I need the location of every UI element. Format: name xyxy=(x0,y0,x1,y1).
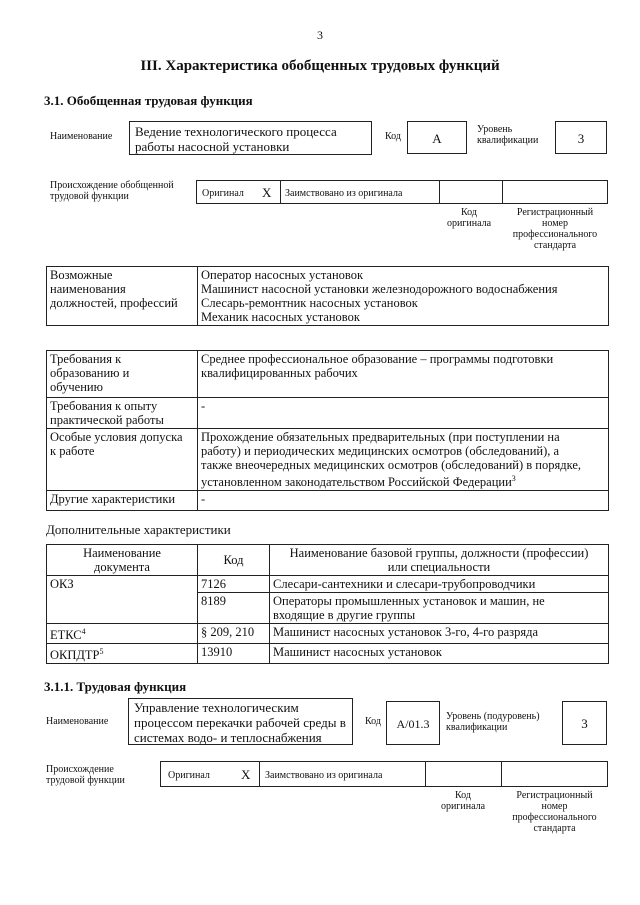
requirements-table xyxy=(46,350,609,511)
req-other-value: - xyxy=(198,491,609,511)
labor-origin-label: Происхождение трудовой функции xyxy=(46,764,125,786)
additional-title: Дополнительные характеристики xyxy=(46,522,231,537)
labor-original-label: Оригинал xyxy=(168,770,210,781)
gen-borrowed-label: Заимствовано из оригинала xyxy=(285,188,403,199)
labor-origin-table xyxy=(160,761,608,787)
divider xyxy=(502,181,503,203)
gen-level-value: 3 xyxy=(555,121,607,154)
divider xyxy=(280,181,281,203)
table-row xyxy=(47,429,609,491)
req-education-label: Требования к образованию и обучению xyxy=(47,351,198,398)
table-row xyxy=(47,576,609,593)
name-cell: Операторы промышленных установок и машин, не входящие в другие группы xyxy=(270,593,609,624)
table-row xyxy=(47,398,609,429)
page-number: 3 xyxy=(317,28,323,42)
labor-code-label: Код xyxy=(365,716,381,727)
table-row xyxy=(47,624,609,644)
doc-name: ОКПДТР xyxy=(50,648,100,663)
col-header-document: Наименование документа xyxy=(47,545,198,576)
divider xyxy=(501,762,502,786)
req-conditions-value: Прохождение обязательных предварительных (при поступлении на работу) и периодических медицинских осмотров (обследований), а также внеочередных медицинских осмотров (обследований) в порядке, установленном законодательством Российской Федерации xyxy=(201,430,582,490)
gen-original-label: Оригинал xyxy=(202,188,244,199)
gen-reg-caption: Регистрационный номер профессионального стандарта xyxy=(512,207,598,251)
section-title: III. Характеристика обобщенных трудовых функций xyxy=(140,58,500,74)
footnote-ref: 4 xyxy=(81,627,86,636)
doc-cell xyxy=(47,624,198,644)
req-education-value: Среднее профессиональное образование – программы подготовки квалифицированных рабочих xyxy=(198,351,609,398)
labor-code-value: A/01.3 xyxy=(386,701,440,745)
req-experience-value: - xyxy=(198,398,609,429)
code-cell: 13910 xyxy=(198,644,270,664)
doc-cell xyxy=(47,644,198,664)
divider xyxy=(425,762,426,786)
doc-cell: ОКЗ xyxy=(47,576,198,624)
gen-code-orig-caption: Код оригинала xyxy=(446,207,492,229)
gen-code-value: А xyxy=(407,121,467,154)
req-conditions-label: Особые условия допуска к работе xyxy=(47,429,198,491)
positions-table xyxy=(46,266,609,326)
doc-name: ЕТКС xyxy=(50,628,82,643)
gen-origin-label: Происхождение обобщенной трудовой функции xyxy=(50,180,174,202)
code-cell: § 209, 210 xyxy=(198,624,270,644)
code-cell: 8189 xyxy=(198,593,270,624)
gen-origin-table xyxy=(196,180,608,204)
gen-original-mark: X xyxy=(262,185,272,200)
col-header-name: Наименование базовой группы, должности (профессии) или специальности xyxy=(270,545,609,576)
table-row xyxy=(47,644,609,664)
gen-name-value: Ведение технологического процесса работы насосной установки xyxy=(129,121,372,155)
positions-value: Оператор насосных установок Машинист насосной установки железнодорожного водоснабжения Слесарь-ремонтник насосных установок Механик насосных установок xyxy=(198,267,609,326)
footnote-ref: 5 xyxy=(99,647,104,657)
labor-function-heading: 3.1.1. Трудовая функция xyxy=(44,679,187,694)
labor-level-label: Уровень (подуровень) квалификации xyxy=(446,711,540,733)
labor-code-orig-caption: Код оригинала xyxy=(440,790,486,812)
divider xyxy=(439,181,440,203)
table-row xyxy=(47,267,609,326)
name-cell: Слесари-сантехники и слесари-трубопроводчики xyxy=(270,576,609,593)
gen-level-label: Уровень квалификации xyxy=(477,124,539,146)
gen-name-label: Наименование xyxy=(50,131,113,142)
code-cell: 7126 xyxy=(198,576,270,593)
name-cell: Машинист насосных установок xyxy=(270,644,609,664)
labor-name-value: Управление технологическим процессом перекачки рабочей среды в системах водо- и теплоснабжения xyxy=(128,698,353,745)
table-row xyxy=(47,491,609,511)
labor-original-mark: X xyxy=(241,767,251,782)
req-conditions-cell xyxy=(198,429,609,491)
gen-function-heading: 3.1. Обобщенная трудовая функция xyxy=(44,93,253,108)
col-header-code: Код xyxy=(198,545,270,576)
req-other-label: Другие характеристики xyxy=(47,491,198,511)
footnote-ref: 3 xyxy=(511,474,516,483)
labor-reg-caption: Регистрационный номер профессионального стандарта xyxy=(512,790,597,834)
name-cell: Машинист насосных установок 3-го, 4-го разряда xyxy=(270,624,609,644)
positions-label: Возможные наименования должностей, профессий xyxy=(47,267,198,326)
labor-borrowed-label: Заимствовано из оригинала xyxy=(265,770,383,781)
gen-code-label: Код xyxy=(385,131,401,142)
labor-level-value: 3 xyxy=(562,701,607,745)
table-row xyxy=(47,351,609,398)
labor-name-label: Наименование xyxy=(46,716,109,727)
additional-table xyxy=(46,544,609,664)
divider xyxy=(259,762,260,786)
req-experience-label: Требования к опыту практической работы xyxy=(47,398,198,429)
table-header-row xyxy=(47,545,609,576)
